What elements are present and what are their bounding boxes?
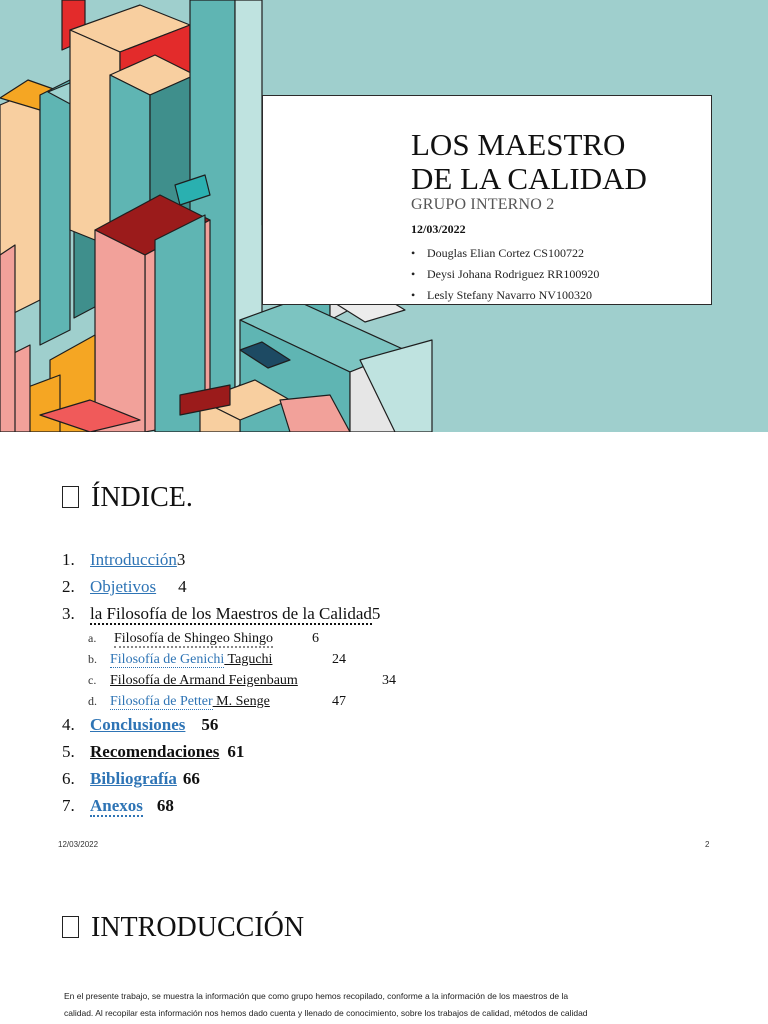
index-slide bbox=[0, 432, 768, 864]
toc-subitem bbox=[62, 631, 712, 652]
toc-link-recomendaciones[interactable]: Recomendaciones bbox=[90, 742, 220, 761]
toc-number: 1. bbox=[62, 550, 75, 569]
toc-sub-page: 24 bbox=[332, 652, 346, 667]
toc-link-objetivos[interactable]: Objetivos bbox=[90, 577, 157, 596]
cover-date: 12/03/2022 bbox=[411, 222, 466, 236]
toc-item bbox=[62, 550, 712, 577]
intro-line: calidad. Al recopilar esta información nos hemos dado cuenta y llenado de conocimiento, sobre los trabajos de calidad, métodos de calidad bbox=[64, 1008, 588, 1018]
toc-link-conclusiones[interactable]: Conclusiones bbox=[90, 715, 186, 734]
member-name: Douglas Elian Cortez CS100722 bbox=[427, 246, 584, 260]
toc-sub-page: 6 bbox=[312, 631, 319, 646]
toc-subitem bbox=[62, 652, 712, 673]
toc-item bbox=[62, 715, 712, 742]
toc-number: 2. bbox=[62, 577, 75, 596]
toc-link-anexos[interactable]: Anexos bbox=[90, 796, 143, 815]
toc-number: 5. bbox=[62, 742, 75, 761]
toc-number: 4. bbox=[62, 715, 75, 734]
toc-sub-link-taguchi[interactable]: Filosofía de Genichi bbox=[110, 652, 225, 667]
toc-page: 66 bbox=[182, 769, 200, 788]
toc-link-bibliografia[interactable]: Bibliografía bbox=[90, 769, 177, 788]
toc-page: 68 bbox=[156, 796, 174, 815]
toc-page: 3 bbox=[176, 550, 186, 569]
toc-page: 56 bbox=[201, 715, 219, 734]
toc-link-introduccion[interactable]: Introducción bbox=[90, 550, 177, 569]
members-list bbox=[411, 243, 599, 306]
toc-item bbox=[62, 796, 712, 823]
toc-sub-letter: d. bbox=[88, 694, 97, 708]
member-item bbox=[411, 285, 599, 306]
toc-sub-link-senge[interactable]: Filosofía de Petter bbox=[110, 694, 213, 709]
toc-page: 5 bbox=[371, 604, 381, 623]
index-heading bbox=[62, 482, 193, 514]
toc-link-filosofia[interactable]: la Filosofía de los Maestros de la Calidad bbox=[90, 604, 372, 623]
toc-sub-page: 47 bbox=[332, 694, 346, 709]
toc-sub-page: 34 bbox=[382, 673, 396, 688]
presentation-title bbox=[411, 128, 647, 196]
toc-sub-letter: b. bbox=[88, 652, 97, 666]
toc-number: 3. bbox=[62, 604, 75, 623]
intro-heading-text: INTRODUCCIÓN bbox=[91, 912, 305, 943]
square-bullet-icon bbox=[62, 916, 79, 938]
toc-number: 7. bbox=[62, 796, 75, 815]
intro-line: En el presente trabajo, se muestra la información que como grupo hemos recopilado, conforme a la información de los maestros de la bbox=[64, 991, 569, 1001]
table-of-contents bbox=[62, 550, 712, 823]
toc-sub-label-suffix: M. Senge bbox=[212, 694, 270, 709]
intro-heading bbox=[62, 912, 304, 944]
toc-item bbox=[62, 604, 712, 631]
cover-slide bbox=[0, 0, 768, 432]
toc-item bbox=[62, 769, 712, 796]
title-line-1: LOS MAESTRO bbox=[411, 127, 626, 162]
toc-subitem bbox=[62, 673, 712, 694]
member-name: Deysi Johana Rodriguez RR100920 bbox=[427, 267, 600, 281]
toc-sub-letter: a. bbox=[88, 631, 97, 645]
toc-item bbox=[62, 577, 712, 604]
title-card bbox=[262, 95, 712, 305]
bullet-icon: • bbox=[411, 267, 416, 281]
intro-slide bbox=[0, 864, 768, 1024]
toc-sub-link-feigenbaum[interactable]: Filosofía de Armand Feigenbaum bbox=[110, 673, 298, 688]
toc-sub-label-suffix: Taguchi bbox=[224, 652, 273, 667]
toc-number: 6. bbox=[62, 769, 75, 788]
square-bullet-icon bbox=[62, 486, 79, 508]
index-heading-text: ÍNDICE. bbox=[91, 482, 193, 513]
bullet-icon: • bbox=[411, 246, 416, 260]
toc-item bbox=[62, 742, 712, 769]
group-subtitle: GRUPO INTERNO 2 bbox=[411, 196, 555, 213]
footer-page-number: 2 bbox=[705, 840, 710, 849]
toc-subitem bbox=[62, 694, 712, 715]
member-item bbox=[411, 243, 599, 264]
intro-paragraph bbox=[64, 988, 714, 1022]
toc-sub-link-shingo[interactable]: Filosofía de Shingeo Shingo bbox=[114, 631, 274, 646]
footer-date: 12/03/2022 bbox=[58, 840, 99, 849]
toc-page: 4 bbox=[178, 577, 187, 596]
title-line-2: DE LA CALIDAD bbox=[411, 161, 647, 196]
member-name: Lesly Stefany Navarro NV100320 bbox=[427, 288, 592, 302]
toc-sub-letter: c. bbox=[88, 673, 97, 687]
member-item bbox=[411, 264, 599, 285]
toc-page: 61 bbox=[227, 742, 245, 761]
bullet-icon: • bbox=[411, 288, 416, 302]
